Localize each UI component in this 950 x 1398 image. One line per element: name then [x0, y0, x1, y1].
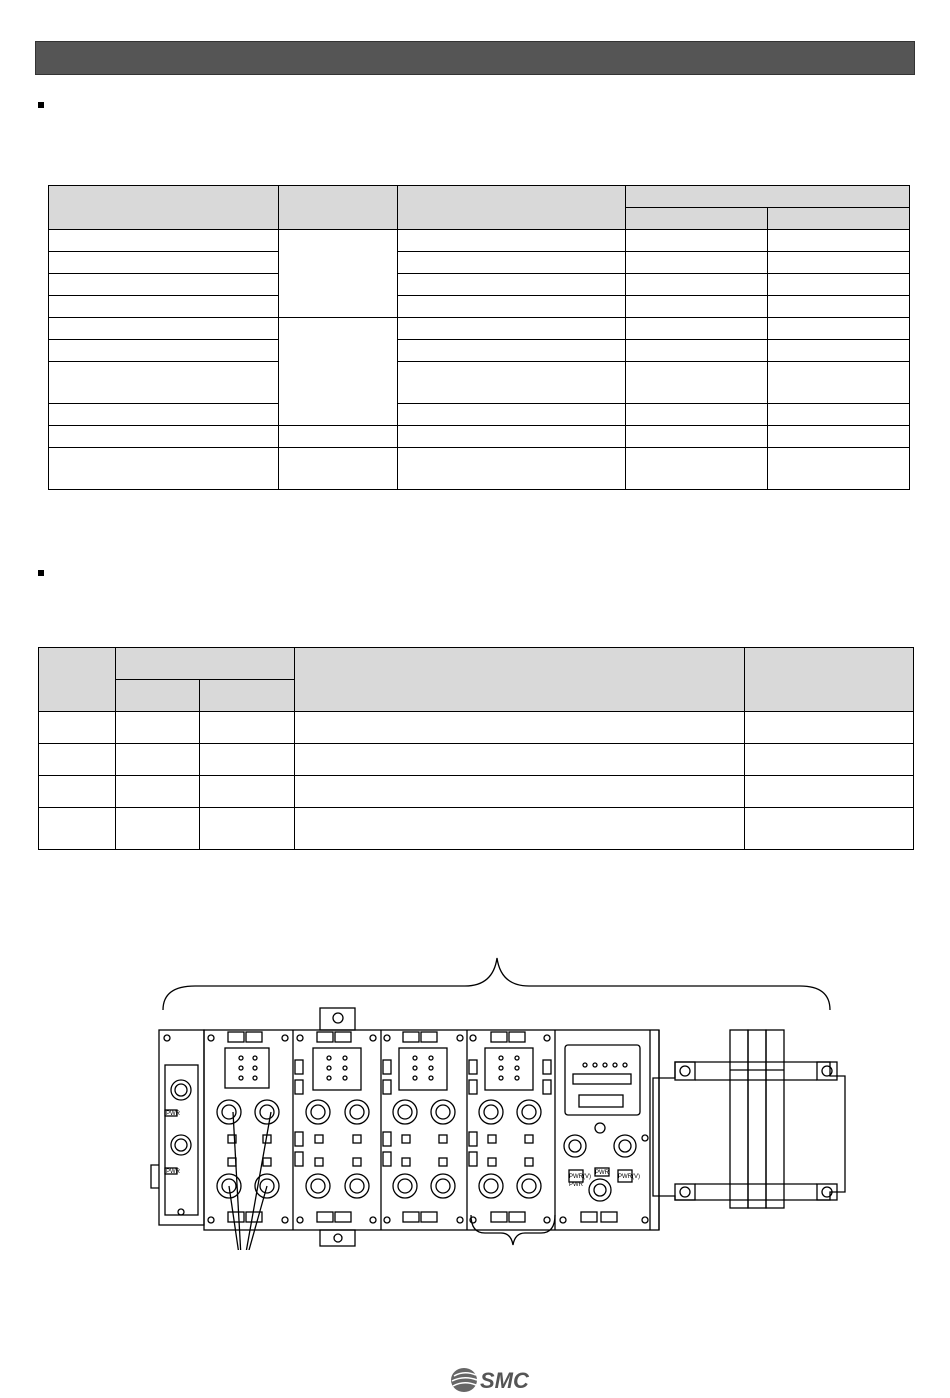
table-cell — [39, 744, 116, 776]
table-cell — [398, 274, 626, 296]
table-cell — [768, 404, 910, 426]
table-2-header-cell — [39, 648, 116, 712]
table-row — [39, 808, 914, 850]
table-cell — [626, 230, 768, 252]
table-cell — [49, 296, 279, 318]
table-row — [49, 340, 910, 362]
diagram-label: PWR — [166, 1111, 180, 1117]
table-2-header-cell — [200, 680, 295, 712]
table-row — [49, 448, 910, 490]
table-cell — [49, 426, 279, 448]
table-cell — [116, 808, 200, 850]
table-1-header-cell — [398, 186, 626, 230]
table-cell — [745, 776, 914, 808]
table-cell — [279, 426, 398, 448]
table-cell — [200, 808, 295, 850]
table-cell — [768, 448, 910, 490]
table-row — [39, 712, 914, 744]
table-cell — [398, 296, 626, 318]
table-cell — [295, 776, 745, 808]
table-cell — [768, 274, 910, 296]
table-row — [49, 296, 910, 318]
table-cell — [626, 318, 768, 340]
section-title-bar — [35, 41, 915, 75]
table-2 — [38, 647, 914, 850]
table-2-header-cell — [295, 648, 745, 712]
table-cell — [398, 362, 626, 404]
si-unit — [560, 1030, 659, 1230]
table-cell — [295, 744, 745, 776]
table-cell — [398, 230, 626, 252]
table-2-header-cell — [116, 648, 295, 680]
table-cell — [39, 776, 116, 808]
table-1-header-cell — [768, 208, 910, 230]
table-cell — [49, 404, 279, 426]
table-cell — [626, 448, 768, 490]
table-1-header-cell — [279, 186, 398, 230]
diagram-label: PWR — [595, 1170, 609, 1176]
table-cell — [200, 712, 295, 744]
table-cell — [768, 230, 910, 252]
table-cell — [768, 296, 910, 318]
table-row — [49, 404, 910, 426]
diagram-label: PWR — [569, 1182, 583, 1188]
table-cell — [200, 776, 295, 808]
table-cell — [49, 274, 279, 296]
table-1 — [48, 185, 910, 490]
table-cell — [398, 252, 626, 274]
table-cell — [116, 776, 200, 808]
table-cell — [626, 296, 768, 318]
top-brace — [163, 958, 830, 1010]
table-cell — [39, 808, 116, 850]
diagram-label: PWR — [166, 1169, 180, 1175]
table-cell — [49, 340, 279, 362]
table-2-header-cell — [116, 680, 200, 712]
table-row — [49, 230, 910, 252]
bullet-marker — [38, 570, 44, 576]
table-cell — [626, 362, 768, 404]
valve-manifold — [653, 1030, 845, 1208]
table-2-header-cell — [745, 648, 914, 712]
table-row — [39, 776, 914, 808]
table-cell — [745, 712, 914, 744]
table-row — [49, 318, 910, 340]
table-cell — [398, 340, 626, 362]
table-cell — [49, 252, 279, 274]
manifold-diagram — [145, 950, 860, 1250]
table-cell — [200, 744, 295, 776]
table-cell — [279, 318, 398, 426]
table-cell — [768, 252, 910, 274]
end-plate-left — [159, 1030, 204, 1225]
io-module-4 — [469, 1032, 551, 1223]
table-1-header-cell — [49, 186, 279, 230]
table-cell — [768, 362, 910, 404]
table-cell — [295, 712, 745, 744]
io-module-1 — [208, 1032, 288, 1223]
table-cell — [39, 712, 116, 744]
smc-logo-icon — [451, 1368, 477, 1392]
table-row — [49, 252, 910, 274]
table-cell — [626, 404, 768, 426]
table-row — [39, 744, 914, 776]
table-cell — [398, 404, 626, 426]
table-cell — [768, 318, 910, 340]
table-cell — [768, 340, 910, 362]
diagram-label: PWR(V) — [618, 1174, 640, 1180]
table-cell — [398, 318, 626, 340]
table-cell — [116, 712, 200, 744]
table-cell — [626, 274, 768, 296]
table-row — [49, 362, 910, 404]
table-cell — [49, 318, 279, 340]
table-1-header-cell — [626, 208, 768, 230]
table-cell — [49, 362, 279, 404]
diagram-label: PWR(V) — [569, 1174, 591, 1180]
smc-logo-text: SMC — [480, 1368, 529, 1393]
table-row — [49, 274, 910, 296]
io-module-3 — [383, 1032, 463, 1223]
table-cell — [279, 448, 398, 490]
smc-logo — [450, 1366, 540, 1394]
table-cell — [768, 426, 910, 448]
pointer-arrows — [229, 1112, 271, 1250]
table-cell — [49, 230, 279, 252]
table-cell — [398, 426, 626, 448]
table-row — [49, 426, 910, 448]
table-cell — [49, 448, 279, 490]
table-cell — [745, 744, 914, 776]
io-module-2 — [295, 1032, 376, 1223]
bullet-marker — [38, 102, 44, 108]
table-cell — [279, 230, 398, 318]
table-cell — [398, 448, 626, 490]
table-cell — [116, 744, 200, 776]
table-cell — [295, 808, 745, 850]
table-cell — [626, 426, 768, 448]
table-cell — [745, 808, 914, 850]
table-1-header-cell — [626, 186, 910, 208]
table-cell — [626, 340, 768, 362]
table-cell — [626, 252, 768, 274]
